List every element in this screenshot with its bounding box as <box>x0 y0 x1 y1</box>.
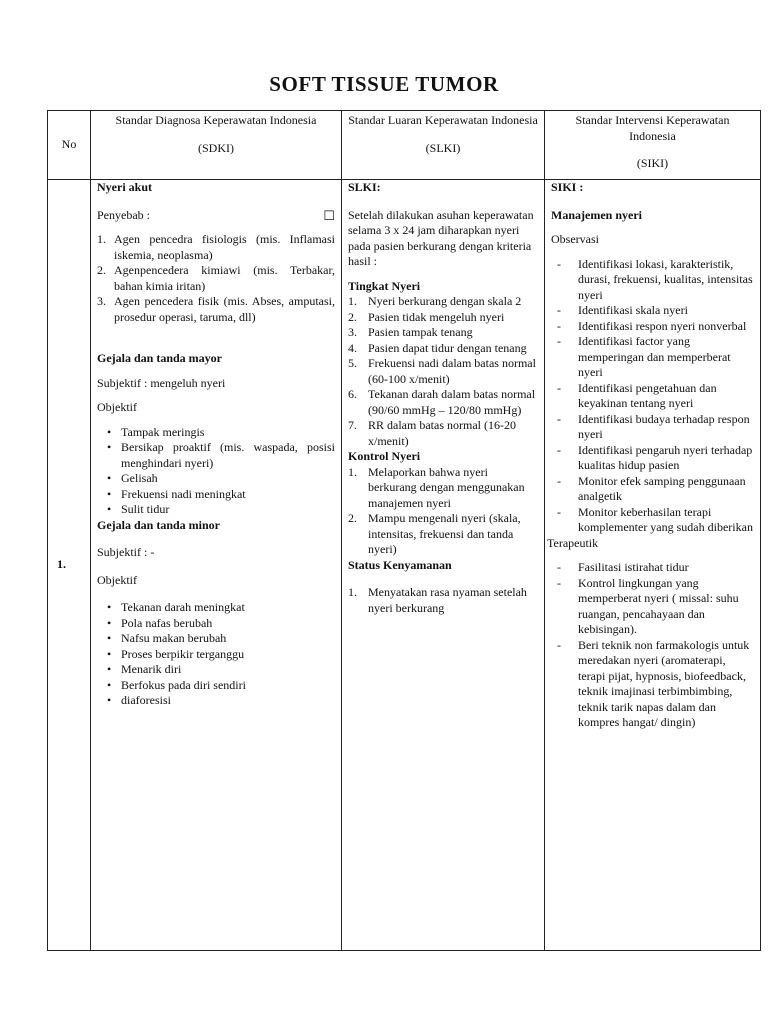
diagnosis-title: Nyeri akut <box>97 180 152 194</box>
list-text: diaforesisi <box>121 693 171 707</box>
list-text: Identifikasi factor yang memperingan dan memperberat nyeri <box>578 334 731 379</box>
dash-icon: - <box>557 637 561 652</box>
bullet-icon: • <box>107 662 112 676</box>
mayor-objektif-list <box>97 425 335 518</box>
list-item <box>348 387 538 418</box>
list-item <box>551 334 754 381</box>
list-number: 5. <box>348 356 357 370</box>
bullet-icon: • <box>107 440 112 454</box>
list-item <box>348 511 538 558</box>
dash-icon: - <box>557 318 561 333</box>
terapeutik-list <box>551 560 754 731</box>
list-text: Sulit tidur <box>121 502 170 516</box>
penyebab-label-text: Penyebab : <box>97 207 150 222</box>
list-item <box>97 678 335 694</box>
header-sdki-abbr: (SDKI) <box>198 140 234 155</box>
siki-cell <box>545 180 761 951</box>
table-row <box>48 180 761 951</box>
list-text: Fasilitasi istirahat tidur <box>578 560 689 574</box>
siki-label: SIKI : <box>551 180 584 194</box>
list-text: Mampu mengenali nyeri (skala, intensitas, frekuensi dan tanda nyeri) <box>368 511 521 556</box>
dash-icon: - <box>557 380 561 395</box>
list-number: 6. <box>348 387 357 401</box>
dash-icon: - <box>557 575 561 590</box>
slki-label: SLKI: <box>348 180 381 194</box>
list-item <box>97 502 335 518</box>
list-item <box>551 505 754 536</box>
list-text: Beri teknik non farmakologis untuk meredakan nyeri (aromaterapi, terapi pijat, hypnosis, biofeedback, teknik imajinasi terbimbimbing, teknik tarik napas dalam dan kompres hangat/ dingin) <box>578 637 750 729</box>
list-number: 1. <box>348 585 357 599</box>
bullet-icon: • <box>107 424 112 439</box>
mayor-heading: Gejala dan tanda mayor <box>97 351 223 365</box>
list-text: Agen pencedra fisiologis (mis. Inflamasi iskemia, neoplasma) <box>114 232 335 262</box>
list-text: Pasien tidak mengeluh nyeri <box>368 309 505 324</box>
bullet-icon: • <box>107 615 112 630</box>
header-slki-title: Standar Luaran Keperawatan Indonesia <box>348 113 538 127</box>
list-number: 1. <box>348 294 357 308</box>
header-siki-title: Standar Intervensi Keperawatan Indonesia <box>575 113 730 143</box>
header-siki <box>545 111 761 180</box>
terapeutik-label: Terapeutik <box>547 535 599 550</box>
list-text: Monitor efek samping penggunaan analgetik <box>578 473 746 503</box>
mayor-subjektif: Subjektif : mengeluh nyeri <box>97 375 226 390</box>
list-item <box>348 585 538 616</box>
list-text: RR dalam batas normal (16-20 x/menit) <box>368 418 516 448</box>
list-item <box>551 412 754 443</box>
list-text: Tampak meringis <box>121 424 205 439</box>
list-item <box>97 616 335 632</box>
list-item <box>97 294 335 325</box>
list-text: Frekuensi nadi dalam batas normal (60-100 x/menit) <box>368 356 536 386</box>
list-item <box>348 418 538 449</box>
list-text: Identifikasi lokasi, karakteristik, durasi, frekuensi, kualitas, intensitas nyeri <box>578 256 753 302</box>
minor-subjektif: Subjektif : - <box>97 545 155 559</box>
list-item <box>551 576 754 638</box>
bullet-icon: • <box>107 600 112 614</box>
list-text: Monitor keberhasilan terapi komplementer yang sudah diberikan <box>578 504 753 534</box>
header-sdki-title: Standar Diagnosa Keperawatan Indonesia <box>115 113 317 127</box>
list-item <box>551 443 754 474</box>
list-item <box>551 319 754 335</box>
bullet-icon: • <box>107 502 112 516</box>
observasi-list <box>551 257 754 536</box>
list-item <box>348 356 538 387</box>
list-item <box>551 560 754 576</box>
list-number: 2. <box>348 511 357 525</box>
sdki-cell <box>91 180 342 951</box>
care-plan-table <box>47 110 761 951</box>
list-item <box>97 647 335 663</box>
list-item <box>97 487 335 503</box>
list-item <box>97 471 335 487</box>
list-text: Agen pencedera fisik (mis. Abses, amputasi, prosedur operasi, taruma, dll) <box>114 294 335 324</box>
list-item <box>551 257 754 304</box>
dash-icon: - <box>557 504 561 519</box>
minor-objektif-list <box>97 600 335 709</box>
list-text: Tekanan darah meningkat <box>121 600 245 614</box>
dash-icon: - <box>557 473 561 488</box>
dash-icon: - <box>557 560 561 574</box>
kontrol-nyeri-list <box>348 465 538 558</box>
list-text: Identifikasi budaya terhadap respon nyeri <box>578 411 750 441</box>
list-item <box>551 303 754 319</box>
list-number: 1. <box>97 232 106 246</box>
list-number: 3. <box>97 294 106 308</box>
list-number: 1. <box>348 464 357 479</box>
list-text: Identifikasi pengaruh nyeri terhadap kualitas hidup pasien <box>578 442 753 472</box>
bullet-icon: • <box>107 631 112 645</box>
list-text: Melaporkan bahwa nyeri berkurang dengan menggunakan manajemen nyeri <box>368 464 525 510</box>
status-kenyamanan-list <box>348 585 538 616</box>
bullet-icon: • <box>107 471 112 485</box>
bullet-icon: • <box>107 646 112 661</box>
list-text: Nafsu makan berubah <box>121 631 227 645</box>
list-number: 3. <box>348 325 357 339</box>
list-number: 2. <box>97 263 106 277</box>
minor-heading: Gejala dan tanda minor <box>97 517 221 532</box>
status-kenyamanan-heading: Status Kenyamanan <box>348 557 452 572</box>
document-title: SOFT TISSUE TUMOR <box>269 72 499 96</box>
row-number: 1. <box>48 180 91 951</box>
dash-icon: - <box>557 442 561 457</box>
bullet-icon: • <box>107 486 112 501</box>
minor-objektif-label: Objektif <box>97 572 137 587</box>
list-text: Proses berpikir terganggu <box>121 646 245 661</box>
list-text: Identifikasi skala nyeri <box>578 303 688 317</box>
header-slki <box>342 111 545 180</box>
list-item <box>348 310 538 326</box>
list-item <box>348 341 538 357</box>
list-text: Tekanan darah dalam batas normal (90/60 mmHg – 120/80 mmHg) <box>368 387 536 417</box>
list-item <box>348 325 538 341</box>
slki-cell <box>342 180 545 951</box>
list-text: Bersikap proaktif (mis. waspada, posisi menghindari nyeri) <box>121 440 335 470</box>
list-text: Pola nafas berubah <box>121 615 213 630</box>
list-item <box>97 662 335 678</box>
list-item <box>97 631 335 647</box>
header-siki-abbr: (SIKI) <box>636 156 669 170</box>
list-item <box>551 638 754 731</box>
list-number: 4. <box>348 340 357 355</box>
dash-icon: - <box>557 256 561 271</box>
dash-icon: - <box>557 411 561 426</box>
header-no: No <box>48 111 91 180</box>
list-text: Kontrol lingkungan yang memperberat nyeri ( missal: suhu ruangan, pencahayaan dan kebisingan). <box>578 575 739 636</box>
kontrol-nyeri-heading: Kontrol Nyeri <box>348 449 421 463</box>
list-text: Pasien tampak tenang <box>368 325 473 339</box>
list-item <box>348 465 538 512</box>
list-text: Identifikasi pengetahuan dan keyakinan tentang nyeri <box>578 380 717 410</box>
list-item <box>97 425 335 441</box>
penyebab-label <box>97 208 335 224</box>
list-text: Identifikasi respon nyeri nonverbal <box>578 318 747 333</box>
tingkat-nyeri-list <box>348 294 538 449</box>
list-item <box>551 381 754 412</box>
list-text: Menarik diri <box>121 662 182 676</box>
list-item <box>97 600 335 616</box>
table-header-row <box>48 111 761 180</box>
dash-icon: - <box>557 334 561 348</box>
bullet-icon: • <box>107 677 112 692</box>
dash-icon: - <box>557 303 561 317</box>
list-item <box>348 294 538 310</box>
list-item <box>97 263 335 294</box>
list-item <box>551 474 754 505</box>
tingkat-nyeri-heading: Tingkat Nyeri <box>348 278 421 293</box>
slki-intro: Setelah dilakukan asuhan keperawatan selama 3 x 24 jam diharapkan nyeri pada pasien berkurang dengan kriteria hasil : <box>348 207 534 268</box>
mayor-objektif-label: Objektif <box>97 400 137 414</box>
observasi-label: Observasi <box>551 232 599 246</box>
list-text: Nyeri berkurang dengan skala 2 <box>368 294 522 308</box>
list-text: Gelisah <box>121 471 158 485</box>
list-text: Menyatakan rasa nyaman setelah nyeri berkurang <box>368 585 527 615</box>
checkbox-icon: ☐ <box>323 207 335 223</box>
list-text: Agenpencedera kimiawi (mis. Terbakar, bahan kimia iritan) <box>114 263 335 293</box>
list-item <box>97 440 335 471</box>
header-sdki <box>91 111 342 180</box>
header-slki-abbr: (SLKI) <box>425 140 461 155</box>
list-text: Pasien dapat tidur dengan tenang <box>368 340 527 355</box>
penyebab-list <box>97 232 335 325</box>
manajemen-nyeri-heading: Manajemen nyeri <box>551 207 642 222</box>
list-number: 2. <box>348 309 357 324</box>
list-text: Frekuensi nadi meningkat <box>121 486 246 501</box>
bullet-icon: • <box>107 693 112 707</box>
list-item <box>97 232 335 263</box>
list-item <box>97 693 335 709</box>
list-text: Berfokus pada diri sendiri <box>121 677 246 692</box>
list-number: 7. <box>348 418 357 432</box>
